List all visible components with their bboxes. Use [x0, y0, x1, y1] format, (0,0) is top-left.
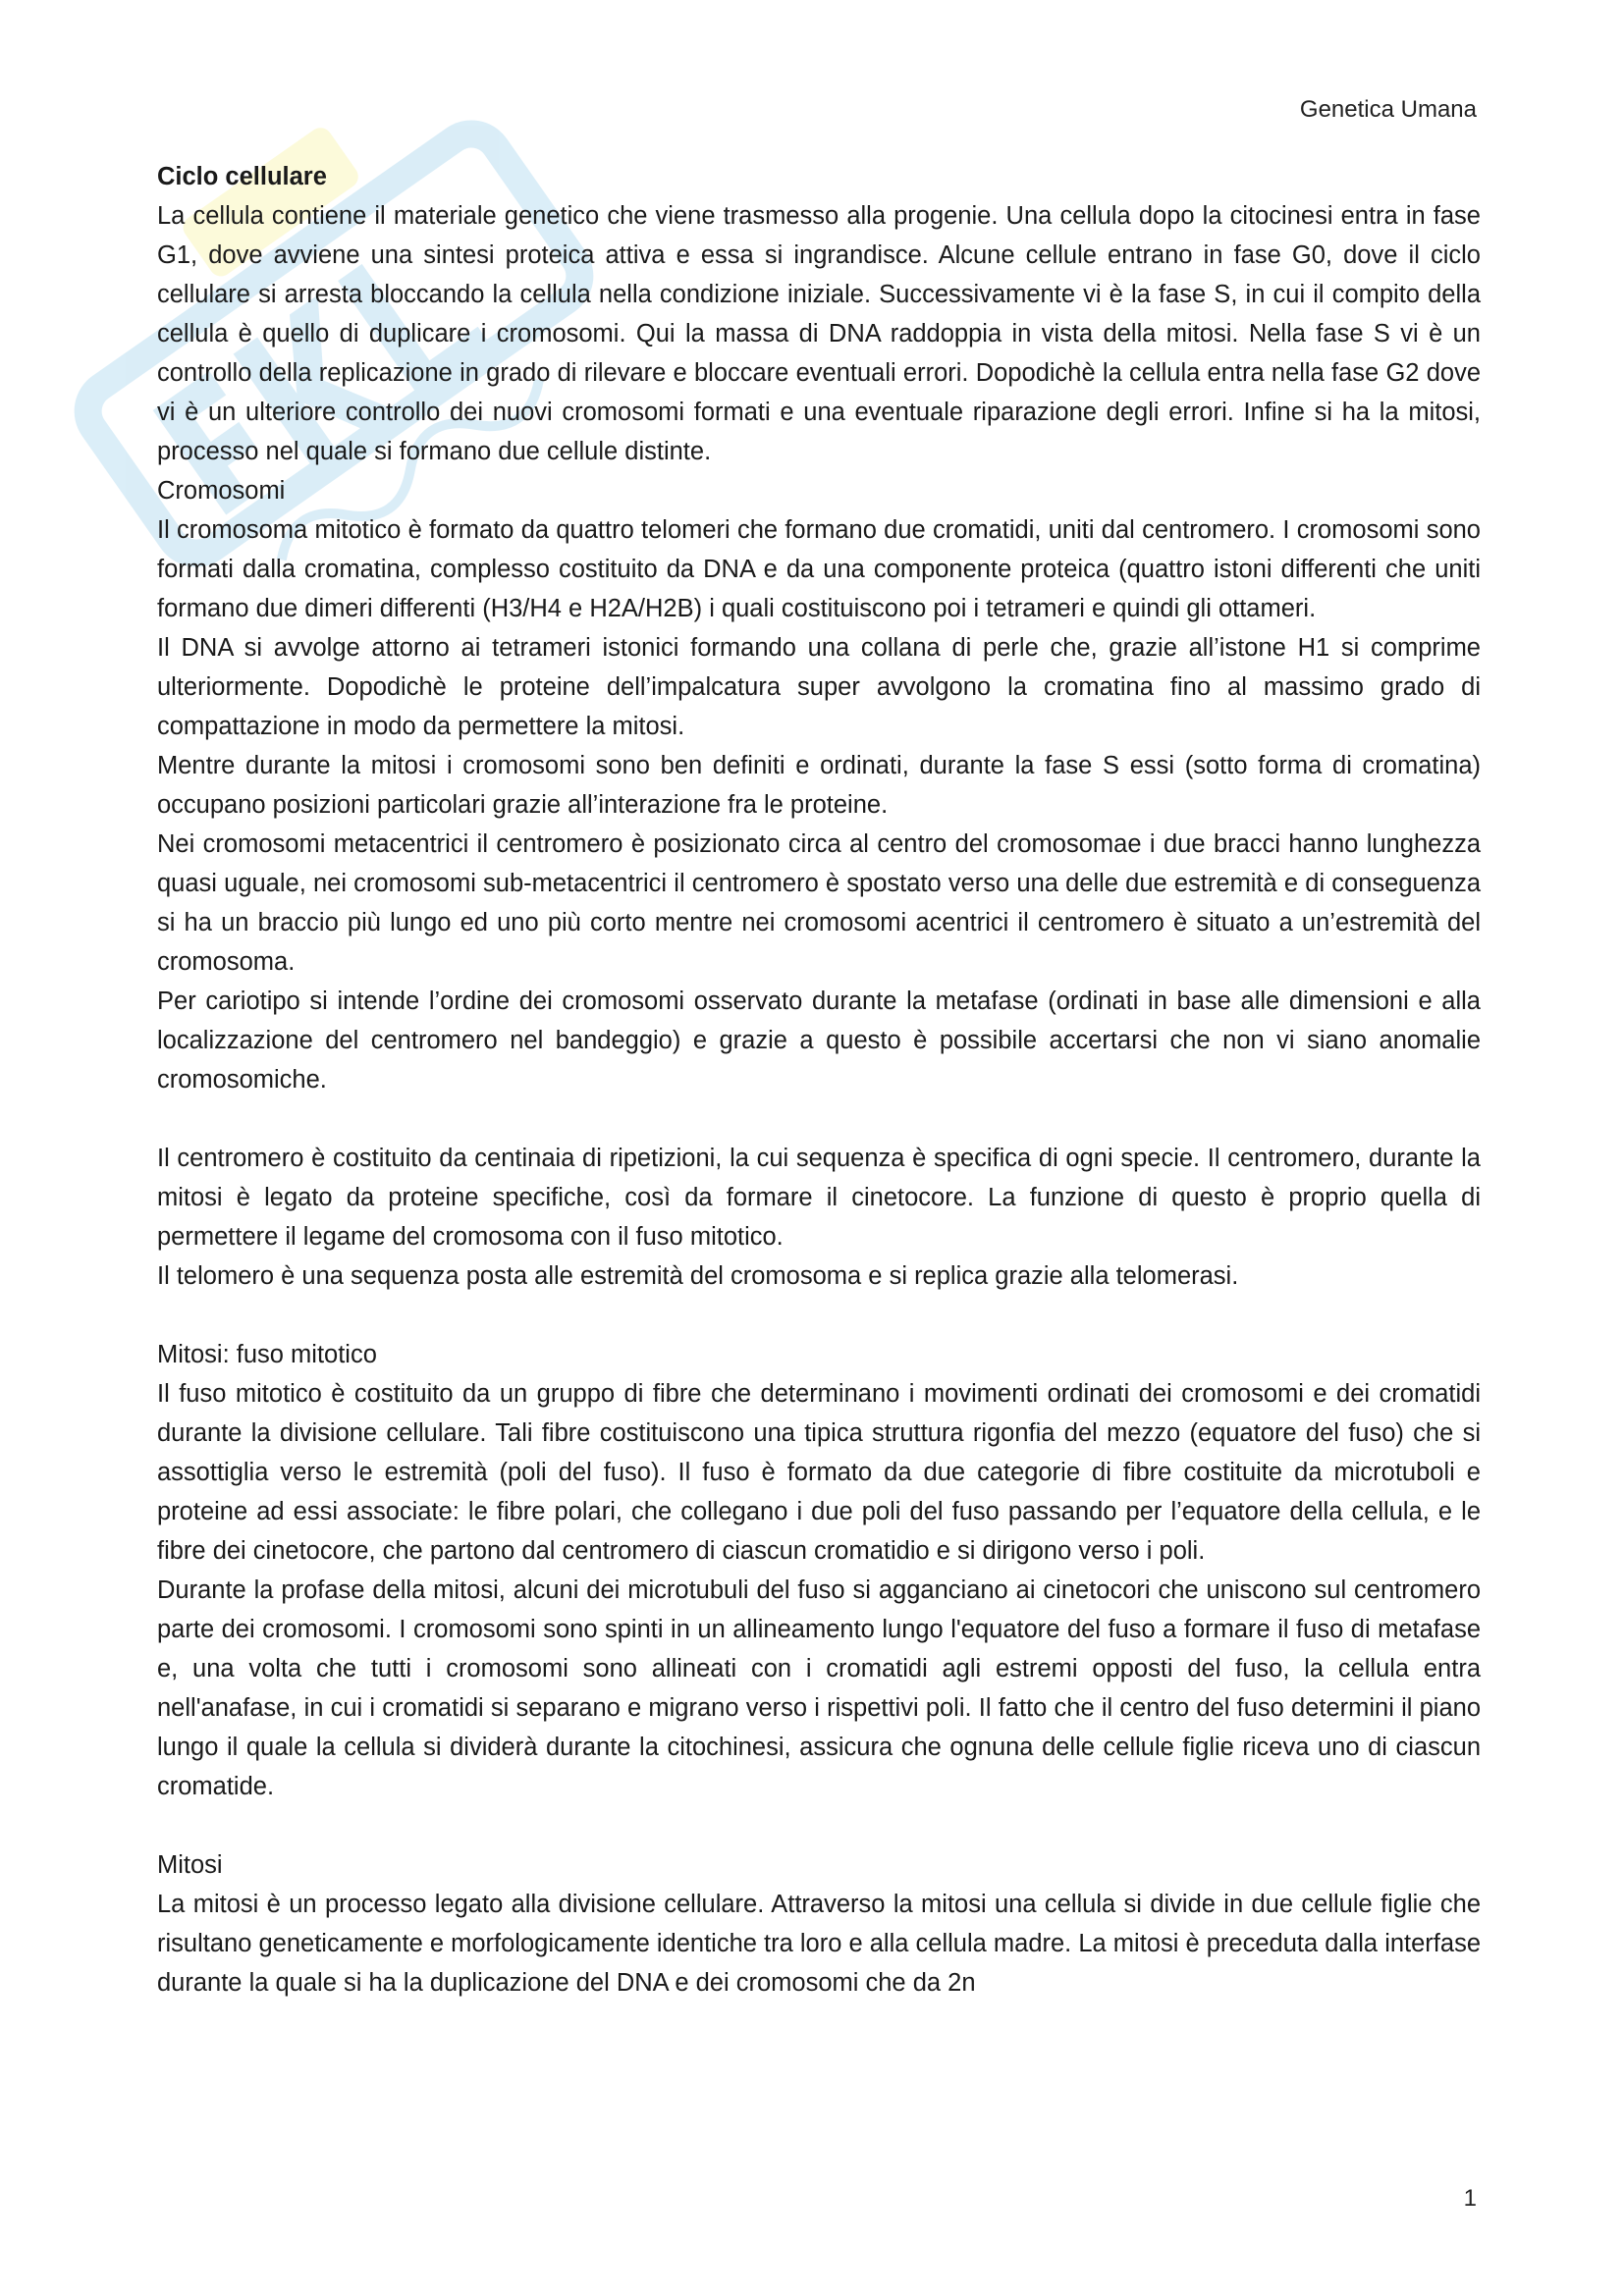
- section-title-cromosomi: Cromosomi: [157, 477, 286, 505]
- paragraph-cromosomi-1: Il cromosoma mitotico è formato da quattro telomeri che formano due cromatidi, uniti dal centromero. I cromosomi sono formati dalla cromatina, complesso costituito da DNA e da una componente proteica (quattro istoni differenti che uniti formano due dimeri differenti (H3/H4 e H2A/H2B) i quali costituiscono poi i tetrameri e quindi gli ottameri.: [157, 516, 1481, 622]
- spacer: [157, 1296, 1481, 1335]
- page-header-course: Genetica Umana: [1299, 96, 1477, 123]
- paragraph-ciclo-cellulare: La cellula contiene il materiale genetico che viene trasmesso alla progenie. Una cellula dopo la citocinesi entra in fase G1, dove avviene una sintesi proteica attiva e essa si ingrandisce. Alcune cellule entrano in fase G0, dove il ciclo cellulare si arresta bloccando la cellula nella condizione iniziale. Successivamente vi è la fase S, in cui il compito della cellula è quello di duplicare i cromosomi. Qui la massa di DNA raddoppia in vista della mitosi. Nella fase S vi è un controllo della replicazione in grado di rilevare e bloccare eventuali errori. Dopodichè la cellula entra nella fase G2 dove vi è un ulteriore controllo dei nuovi cromosomi formati e una eventuale riparazione degli errori. Infine si ha la mitosi, processo nel quale si formano due cellule distinte.: [157, 202, 1481, 465]
- paragraph-cromosomi-3: Mentre durante la mitosi i cromosomi sono ben definiti e ordinati, durante la fase S essi (sotto forma di cromatina) occupano posizioni particolari grazie all’interazione fra le proteine.: [157, 752, 1481, 819]
- paragraph-cromosomi-2: Il DNA si avvolge attorno ai tetrameri istonici formando una collana di perle che, grazie all’istone H1 si comprime ulteriormente. Dopodichè le proteine dell’impalcatura super avvolgono la cromatina fino al massimo grado di compattazione in modo da permettere la mitosi.: [157, 634, 1481, 740]
- page-number: 1: [1463, 2185, 1477, 2212]
- paragraph-cromosomi-7: Il telomero è una sequenza posta alle estremità del cromosoma e si replica grazie alla telomerasi.: [157, 1262, 1239, 1290]
- document-body: [157, 157, 1481, 2002]
- paragraph-cromosomi-6: Il centromero è costituito da centinaia di ripetizioni, la cui sequenza è specifica di ogni specie. Il centromero, durante la mitosi è legato da proteine specifiche, così da formare il cinetocore. La funzione di questo è proprio quella di permettere il legame del cromosoma con il fuso mitotico.: [157, 1145, 1481, 1251]
- paragraph-mitosi-1: La mitosi è un processo legato alla divisione cellulare. Attraverso la mitosi una cellula si divide in due cellule figlie che risultano geneticamente e morfologicamente identiche tra loro e alla cellula madre. La mitosi è preceduta dalla interfase durante la quale si ha la duplicazione del DNA e dei cromosomi che da 2n: [157, 1891, 1482, 1997]
- spacer: [157, 1099, 1481, 1139]
- paragraph-fuso-1: Il fuso mitotico è costituito da un gruppo di fibre che determinano i movimenti ordinati dei cromosomi e dei cromatidi durante la divisione cellulare. Tali fibre costituiscono una tipica struttura rigonfia del mezzo (equatore del fuso) che si assottiglia verso le estremità (poli del fuso). Il fuso è formato da due categorie di fibre costituite da microtuboli e proteine ad essi associate: le fibre polari, che collegano i due poli del fuso passando per l’equatore della cellula, e le fibre dei cinetocore, che partono dal centromero di ciascun cromatidio e si dirigono verso i poli.: [157, 1380, 1481, 1565]
- spacer: [157, 1806, 1481, 1845]
- paragraph-cromosomi-4: Nei cromosomi metacentrici il centromero è posizionato circa al centro del cromosomae i due bracci hanno lunghezza quasi uguale, nei cromosomi sub-metacentrici il centromero è spostato verso una delle due estremità e di conseguenza si ha un braccio più lungo ed uno più corto mentre nei cromosomi acentrici il centromero è situato a un’estremità del cromosoma.: [157, 830, 1481, 976]
- paragraph-fuso-2: Durante la profase della mitosi, alcuni dei microtubuli del fuso si agganciano ai cinetocori che uniscono sul centromero parte dei cromosomi. I cromosomi sono spinti in un allineamento lungo l'equatore del fuso a formare il fuso di metafase e, una volta che tutti i cromosomi sono allineati con i cromatidi agli estremi opposti del fuso, la cellula entra nell'anafase, in cui i cromatidi si separano e migrano verso i rispettivi poli. Il fatto che il centro del fuso determini il piano lungo il quale la cellula si dividerà durante la citochinesi, assicura che ognuna delle cellule figlie riceva uno di ciascun cromatide.: [157, 1576, 1481, 1800]
- section-title-ciclo-cellulare: Ciclo cellulare: [157, 163, 327, 190]
- paragraph-cromosomi-5: Per cariotipo si intende l’ordine dei cromosomi osservato durante la metafase (ordinati in base alle dimensioni e alla localizzazione del centromero nel bandeggio) e grazie a questo è possibile accertarsi che non vi siano anomalie cromosomiche.: [157, 988, 1481, 1094]
- section-title-mitosi: Mitosi: [157, 1851, 223, 1879]
- section-title-fuso-mitotico: Mitosi: fuso mitotico: [157, 1341, 377, 1368]
